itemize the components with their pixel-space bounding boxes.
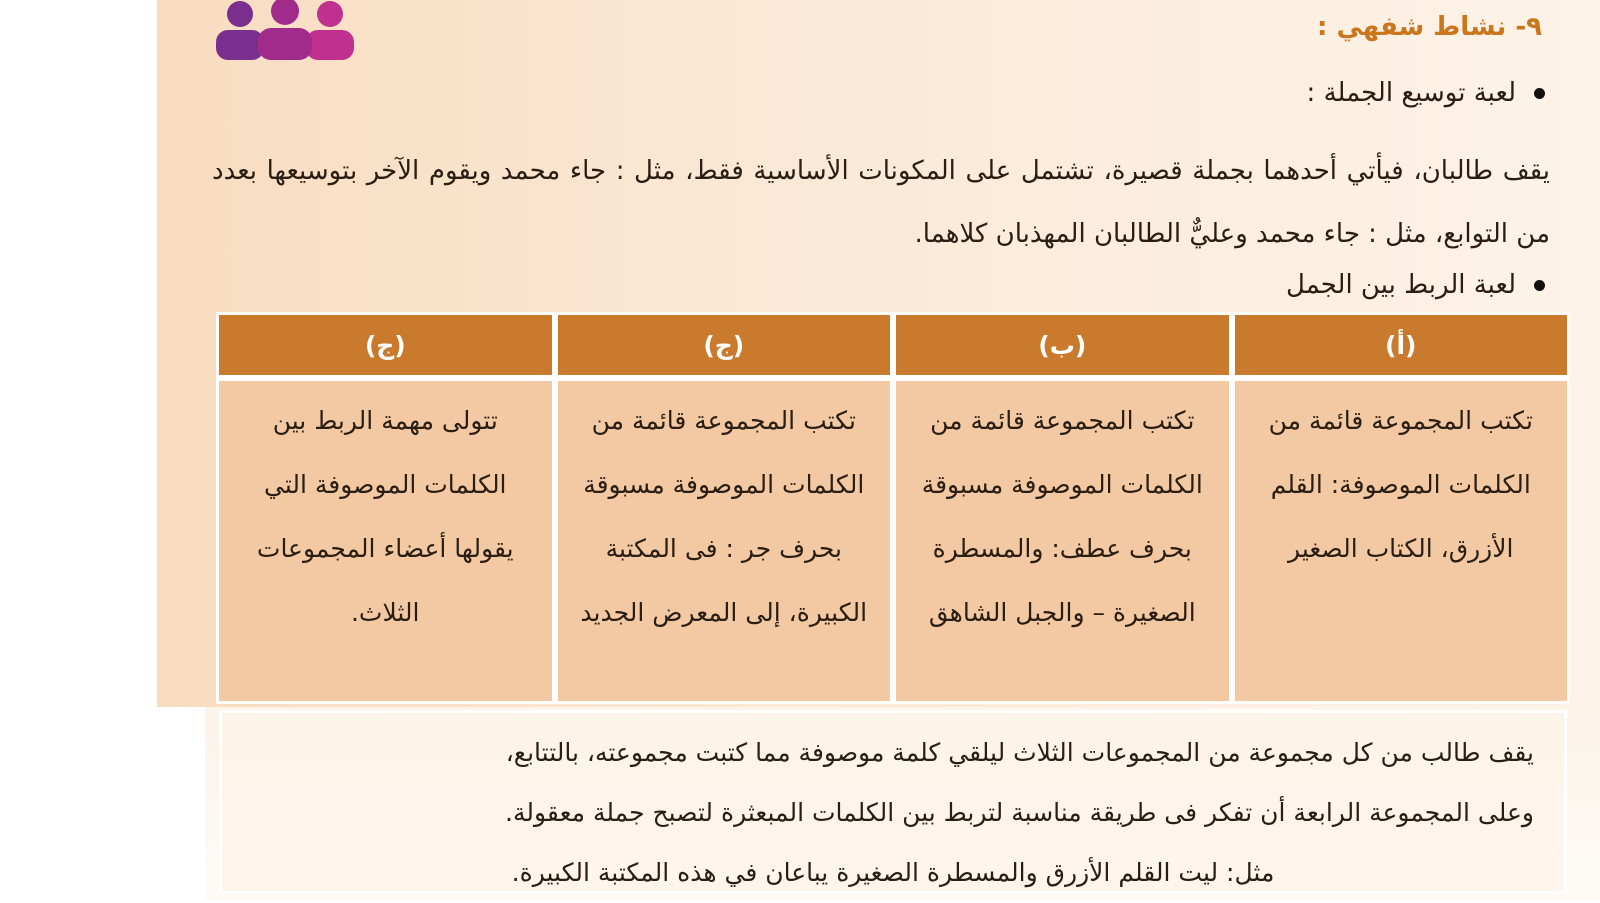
column-cell-a: تكتب المجموعة قائمة من الكلمات الموصوفة: القلم الأزرق، الكتاب الصغير xyxy=(1235,381,1568,701)
activity-heading: ٩- نشاط شفهي : xyxy=(1317,12,1542,42)
column-header-a: (أ) xyxy=(1235,315,1568,375)
column-cell-c: تكتب المجموعة قائمة من الكلمات الموصوفة مسبوقة بحرف جر : فى المكتبة الكبيرة، إلى المعرض الجديد xyxy=(558,381,891,701)
instruction-line-1: يقف طالب من كل مجموعة من المجموعات الثلاث ليلقي كلمة موصوفة مما كتبت مجموعته، بالتتابع، xyxy=(505,738,1534,767)
column-cell-d: تتولى مهمة الربط بين الكلمات الموصوفة التي يقولها أعضاء المجموعات الثلاث. xyxy=(219,381,552,701)
game-one-title-line xyxy=(1307,78,1545,108)
group-of-people-icon xyxy=(212,0,358,62)
instructions-box xyxy=(219,710,1567,894)
game-one-description: يقف طالبان، فيأتي أحدهما بجملة قصيرة، تشتمل على المكونات الأساسية فقط، مثل : جاء محمد ويقوم الآخر بتوسيعها بعدد من التوابع، مثل : جاء محمد وعليٌّ الطالبان المهذبان كلاهما. xyxy=(212,156,1550,249)
game-one-title: لعبة توسيع الجملة : xyxy=(1306,78,1516,108)
instruction-example: مثل: ليت القلم الأزرق والمسطرة الصغيرة يباعان في هذه المكتبة الكبيرة. xyxy=(511,858,1275,887)
groups-table xyxy=(216,312,1570,704)
column-header-b: (ب) xyxy=(896,315,1229,375)
bullet-icon xyxy=(1534,280,1545,291)
instruction-line-2: وعلى المجموعة الرابعة أن تفكر فى طريقة مناسبة لتربط بين الكلمات المبعثرة لتصبح جملة معقولة. xyxy=(505,798,1534,827)
column-header-c: (ج) xyxy=(558,315,891,375)
bullet-icon xyxy=(1534,88,1545,99)
game-two-title-line xyxy=(1286,270,1545,300)
game-two-title: لعبة الربط بين الجمل xyxy=(1286,270,1516,300)
column-cell-b: تكتب المجموعة قائمة من الكلمات الموصوفة مسبوقة بحرف عطف: والمسطرة الصغيرة – والجبل الشاهق xyxy=(896,381,1229,701)
column-header-d: (ج) xyxy=(219,315,552,375)
